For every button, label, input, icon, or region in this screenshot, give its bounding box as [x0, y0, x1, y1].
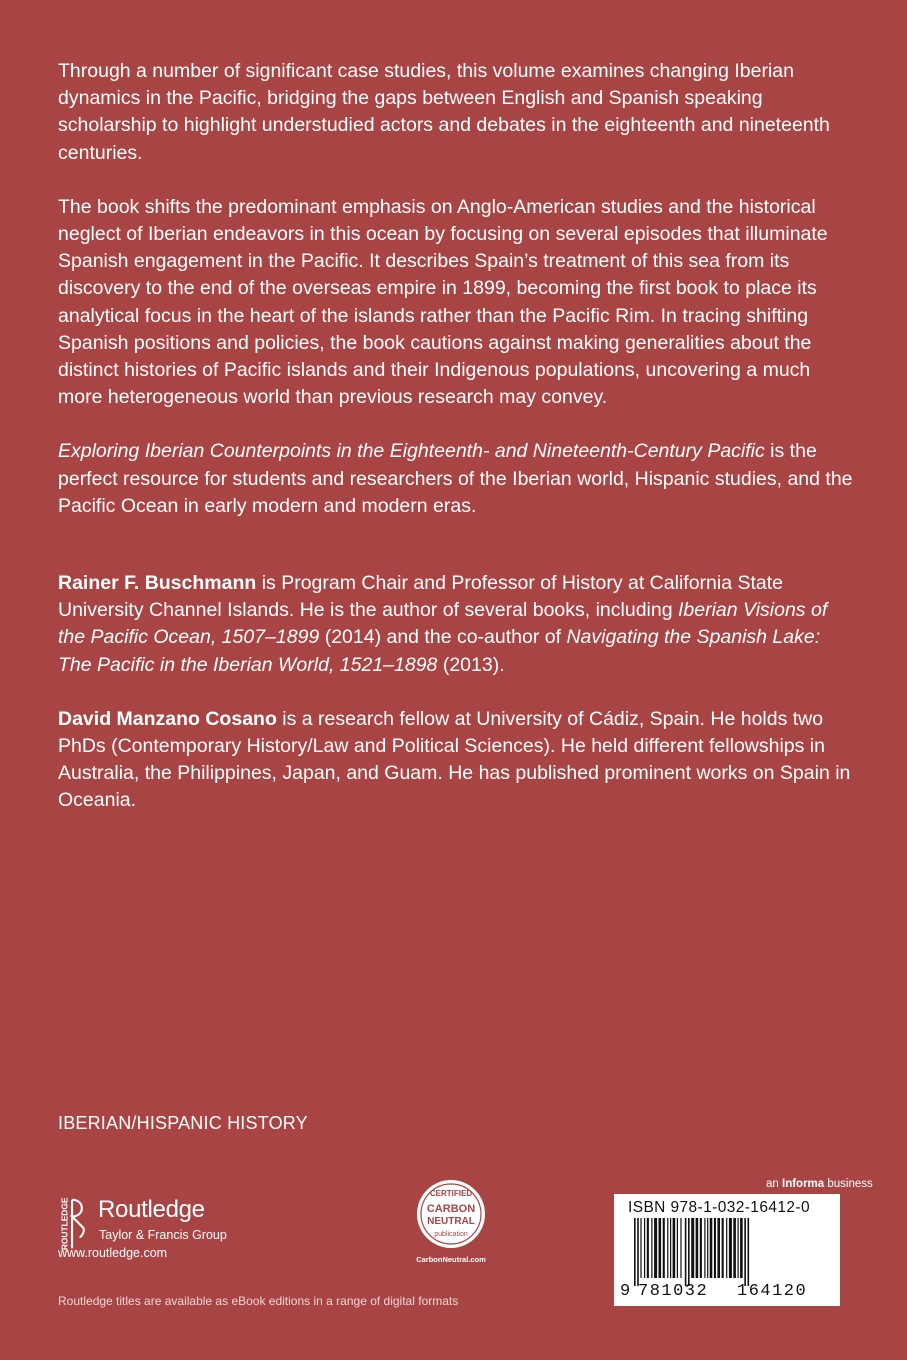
back-cover-blurb: [58, 58, 858, 842]
barcode-bar: [640, 1218, 641, 1278]
barcode-bar: [714, 1218, 716, 1278]
informa-suffix: business: [824, 1178, 873, 1190]
informa-prefix: an: [766, 1178, 782, 1190]
barcode-bar: [637, 1218, 639, 1286]
barcode-bar: [696, 1218, 699, 1278]
routledge-name: Routledge: [98, 1196, 205, 1223]
barcode-bar: [726, 1218, 727, 1278]
barcode-bar: [733, 1218, 736, 1278]
author-2-name: David Manzano Cosano: [58, 707, 277, 730]
barcode-bar: [634, 1218, 636, 1286]
informa-tagline: [766, 1178, 873, 1190]
barcode-bar: [710, 1218, 713, 1278]
barcode-group-1: 781032: [638, 1282, 709, 1301]
routledge-mark-icon: [58, 1196, 88, 1252]
barcode-bar: [691, 1218, 694, 1278]
barcode-bar: [644, 1218, 645, 1278]
barcode-bar: [647, 1218, 649, 1278]
barcode-bar: [673, 1218, 676, 1278]
author-1-text-c: (2013).: [437, 653, 505, 676]
book-title: Exploring Iberian Counterpoints in the Eighteenth- and Nineteenth-Century Pacific: [58, 440, 765, 463]
author-bio-2: [58, 706, 858, 815]
barcode-bar: [744, 1218, 746, 1286]
isbn-barcode: [614, 1194, 840, 1306]
barcode-bar: [704, 1218, 705, 1278]
author-1-text-b: (2014) and the co-author of: [319, 626, 567, 649]
author-1-book-1: Iberian Visions of the Pacific Ocean, 1507–1899: [58, 599, 828, 649]
barcode-bar: [729, 1218, 732, 1278]
author-1-name: Rainer F. Buschmann: [58, 572, 257, 595]
barcode-bar: [677, 1218, 678, 1278]
blurb-paragraph-3-text: is the perfect resource for students and researchers of the Iberian world, Hispanic studies, and the Pacific Ocean in early modern and modern eras.: [58, 440, 853, 517]
isbn-number: ISBN 978-1-032-16412-0: [628, 1199, 810, 1216]
blurb-paragraph-3: [58, 438, 858, 520]
barcode-bar: [659, 1218, 662, 1278]
blurb-paragraph-1: Through a number of significant case studies, this volume examines changing Iberian dynamics in the Pacific, bridging the gaps between English and Spanish speaking scholarship to highlight understudied actors and debates in the eighteenth and nineteenth centuries.: [58, 60, 830, 164]
ebook-note: Routledge titles are available as eBook editions in a range of digital formats: [58, 1294, 459, 1308]
author-1-text-a: is Program Chair and Professor of History at California State University Channel Islands. He is the author of several books, including: [58, 572, 784, 622]
routledge-logo: [58, 1192, 318, 1272]
barcode-bar: [654, 1218, 657, 1278]
informa-brand: Informa: [782, 1178, 825, 1190]
carbon-certified: CERTIFIED: [429, 1189, 473, 1198]
barcode-bar: [740, 1218, 743, 1278]
barcode-bar: [688, 1218, 690, 1286]
barcode-bar: [651, 1218, 652, 1278]
carbon-line-2: NEUTRAL: [427, 1216, 475, 1227]
barcode-bar: [667, 1218, 668, 1278]
barcode-bar: [685, 1218, 687, 1286]
barcode-bar: [707, 1218, 708, 1278]
author-bio-1: [58, 570, 858, 679]
barcode-digits: [614, 1282, 840, 1304]
carbon-publication: publication: [434, 1231, 468, 1238]
barcode-bar: [680, 1218, 681, 1278]
routledge-vertical-text: ROUTLEDGE: [59, 1197, 70, 1251]
carbon-line-1: CARBON: [426, 1203, 476, 1215]
blurb-paragraph-2: The book shifts the predominant emphasis on Anglo-American studies and the historical neglect of Iberian endeavors in this ocean by focusing on several episodes that illuminate Spanish engagement in the Pacific. It describes Spain’s treatment of this sea from its discovery to the end of the overseas empire in 1899, becoming the first book to place its analytical focus in the heart of the islands rather than the Pacific Rim. In tracing shifting Spanish positions and policies, the book cautions against making generalities about the distinct histories of Pacific islands and their Indigenous populations, uncovering a much more heterogeneous world than previous research may convey.: [58, 195, 828, 409]
barcode-bars: [620, 1218, 834, 1286]
author-2-text: is a research fellow at University of Cádiz, Spain. He holds two PhDs (Contemporary History/Law and Political Sciences). He held different fellowships in Australia, the Philippines, Japan, and Guam. He has published prominent works on Spain in Oceania.: [58, 707, 851, 812]
routledge-url: www.routledge.com: [58, 1246, 168, 1260]
barcode-bar: [700, 1218, 702, 1278]
barcode-bar: [738, 1218, 739, 1278]
carbon-url: CarbonNeutral.com: [416, 1255, 486, 1264]
routledge-group: Taylor & Francis Group: [99, 1228, 227, 1242]
barcode-bar: [663, 1218, 665, 1278]
subject-category: IBERIAN/HISPANIC HISTORY: [58, 1113, 308, 1133]
barcode-digit-first: 9: [620, 1282, 631, 1301]
barcode-group-2: 164120: [737, 1282, 808, 1301]
barcode-bar: [717, 1218, 720, 1278]
author-1-book-2: Navigating the Spanish Lake: The Pacific in the Iberian World, 1521–1898: [58, 626, 821, 676]
carbon-neutral-logo: [408, 1172, 494, 1272]
barcode-bar: [670, 1218, 671, 1278]
barcode-bar: [748, 1218, 750, 1286]
barcode-bar: [722, 1218, 724, 1278]
